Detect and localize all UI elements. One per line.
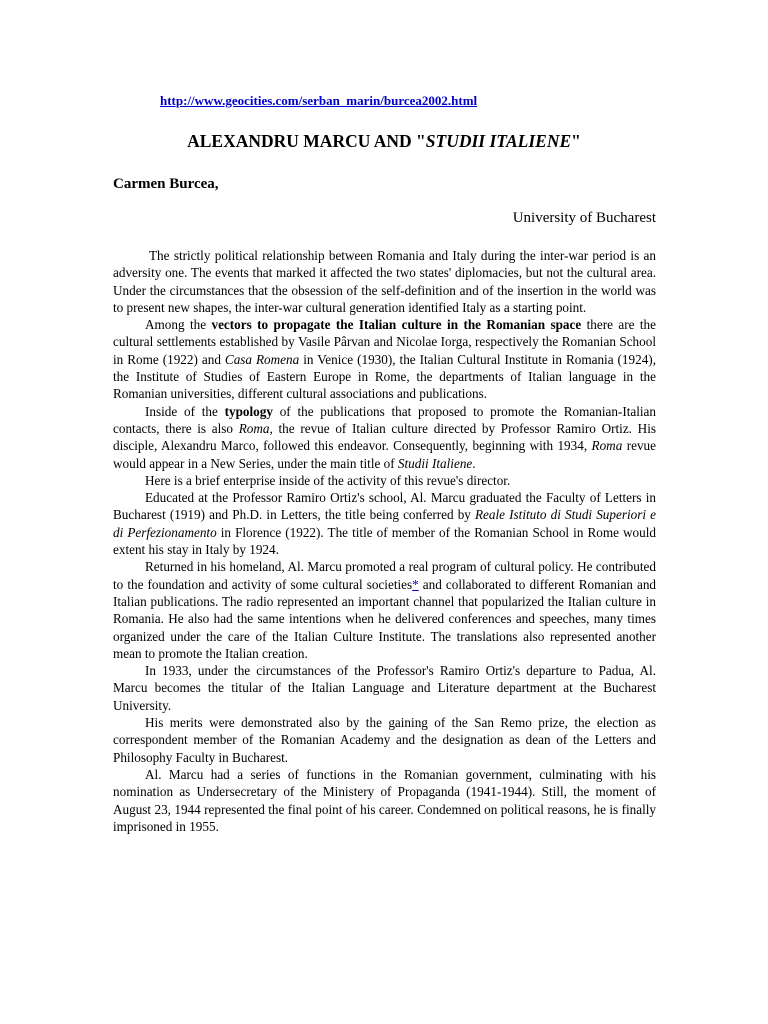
paragraph-7: In 1933, under the circumstances of the Professor's Ramiro Ortiz's departure to Padua, Al. Marcu becomes the titular of the Italian Language and Literature department at the Bucharest University. [113,663,656,713]
p5-text-2: in Florence (1922). The title of member of the Romanian School in Rome would extent his stay in Italy by 1924. [113,524,656,558]
p3-text-1: Inside of the [145,403,225,419]
p2-bold-1: vectors to propagate the Italian culture in the Romanian space [211,317,582,333]
p3-italic-2: Roma [591,438,623,454]
paragraph-3 [113,403,656,472]
paragraph-4: Here is a brief enterprise inside of the activity of this revue's director. [145,472,511,488]
p6-text-2: and collaborated to different Romanian and Italian publications. The radio represented an important channel that popularized the Italian culture in Romania. He also had the same intentions when he delivered conferences and speeches, many times organized under the care of the Italian Culture Institute. The translations also represented another mean to promote the Italian creation. [113,576,657,661]
article-title [0,131,768,152]
article-body [113,247,656,835]
paragraph-5 [113,489,656,558]
p3-bold-1: typology [224,403,273,419]
paragraph-8: His merits were demonstrated also by the gaining of the San Remo prize, the election as correspondent member of the Romanian Academy and the designation as dean of the Letters and Philosophy Faculty in Bucharest. [113,715,656,765]
title-suffix: " [571,131,581,151]
p3-text-5: . [472,455,476,471]
p3-text-4: revue would appear in a New Series, under the main title of [113,438,656,471]
paragraph-2 [113,316,656,402]
p5-italic-1: Reale Istituto di Studi Superiori e di Perfezionamento [113,507,656,540]
p3-text-2: of the publications that proposed to promote the Romanian-Italian contacts, there is also [113,403,657,436]
paragraph-1: The strictly political relationship between Romania and Italy during the inter-war period is an adversity one. The events that marked it affected the two states' diplomacies, but not the cultural area. Under the circumstances that the obsession of the self-definition and of the insertion in the world was to present new shapes, the inter-war cultural generation identified Italy as a starting point. [113,248,656,315]
p2-text-1: Among the [145,317,212,333]
paragraph-9: Al. Marcu had a series of functions in the Romanian government, culminating with his nomination as Undersecretary of the Ministery of Propaganda (1941-1944). Still, the moment of August 23, 1944 represented the final point of his career. Condemned on political reasons, he is finally imprisoned in 1955. [113,766,656,834]
p3-italic-3: Studii Italiene [397,455,473,471]
p2-italic-1: Casa Romena [224,351,300,367]
footnote-link[interactable]: * [412,576,419,592]
author-affiliation: University of Bucharest [512,210,656,226]
p2-text-3: in Venice (1930), the Italian Cultural Institute in Romania (1924), the Institute of Studies of Eastern Europe in Rome, the departments of Italian language in the Romanian universities, different cultural associations and publications. [113,351,656,402]
p3-italic-1: Roma [238,420,270,436]
p6-text-1: Returned in his homeland, Al. Marcu promoted a real program of cultural policy. He contributed to the foundation and activity of some cultural societies [113,559,656,592]
paragraph-6 [113,558,656,662]
author-name: Carmen Burcea, [113,176,219,192]
title-prefix: ALEXANDRU MARCU AND " [187,131,426,151]
source-url-link[interactable]: http://www.geocities.com/serban_marin/burcea2002.html [160,93,478,108]
p5-text-1: Educated at the Professor Ramiro Ortiz's school, Al. Marcu graduated the Faculty of Letters in Bucharest (1919) and Ph.D. in Letters, the title being conferred by [113,490,656,523]
title-italic: STUDII ITALIENE [425,131,572,151]
p2-text-2: there are the cultural settlements established by Vasile Pârvan and Nicolae Iorga, respectively the Romanian School in Rome (1922) and [113,317,656,367]
p3-text-3: , the revue of Italian culture directed by Professor Ramiro Ortiz. His disciple, Alexandru Marco, followed this endeavor. Consequently, beginning with 1934, [113,420,656,454]
